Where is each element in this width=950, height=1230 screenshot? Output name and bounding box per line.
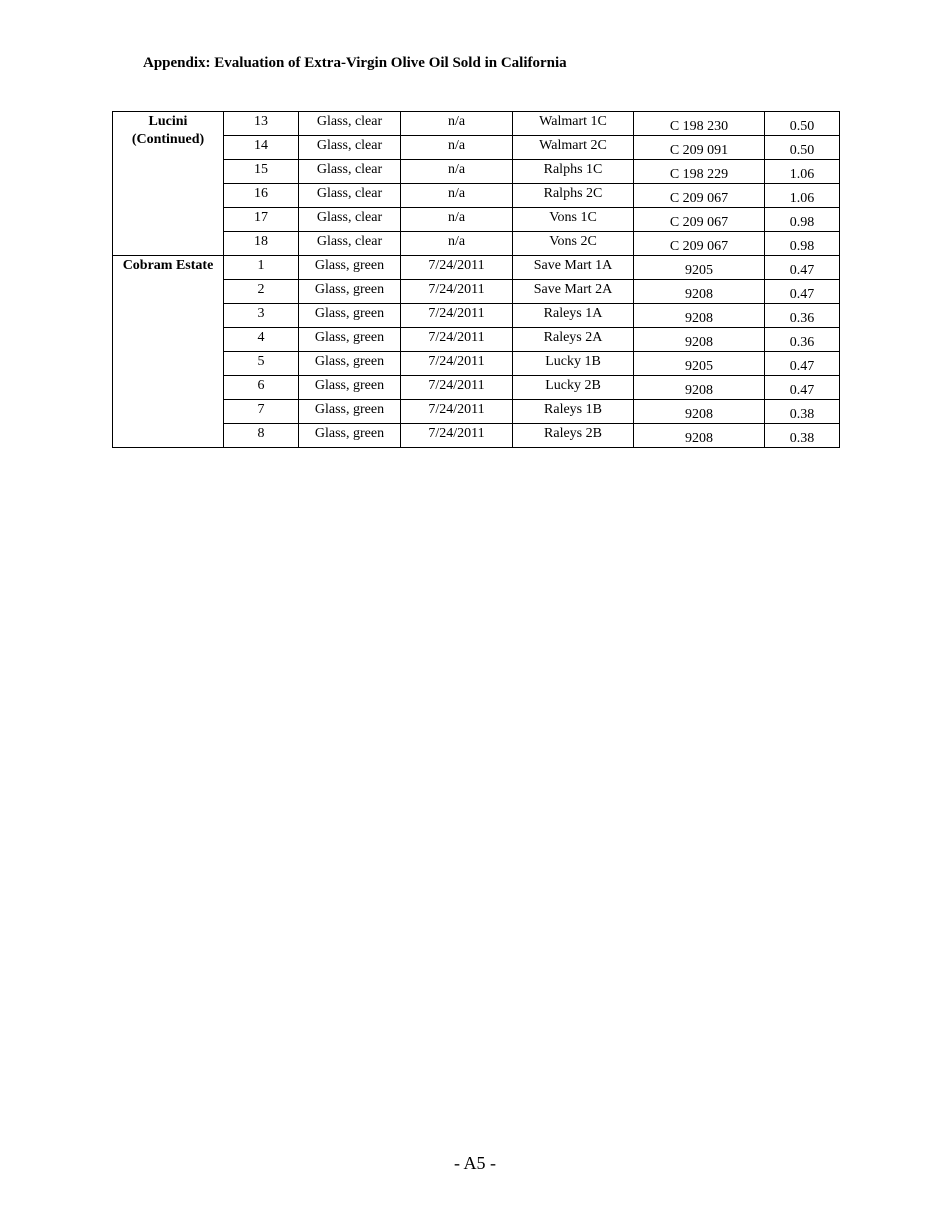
lot-code-cell: 9205 [634,256,765,280]
value-cell: 0.50 [765,136,840,160]
table-row [113,256,840,280]
lot-code-cell: 9208 [634,328,765,352]
container-cell: Glass, clear [299,160,401,184]
sample-number-cell: 2 [224,280,299,304]
date-cell: 7/24/2011 [401,256,513,280]
container-cell: Glass, green [299,328,401,352]
date-cell: n/a [401,136,513,160]
store-cell: Ralphs 2C [513,184,634,208]
date-cell: n/a [401,208,513,232]
sample-number-cell: 13 [224,112,299,136]
value-cell: 0.38 [765,424,840,448]
lot-code-cell: 9208 [634,304,765,328]
date-cell: 7/24/2011 [401,304,513,328]
sample-number-cell: 5 [224,352,299,376]
lot-code-cell: 9208 [634,280,765,304]
value-cell: 0.47 [765,376,840,400]
value-cell: 0.36 [765,328,840,352]
store-cell: Raleys 1A [513,304,634,328]
store-cell: Raleys 1B [513,400,634,424]
store-cell: Raleys 2B [513,424,634,448]
date-cell: 7/24/2011 [401,328,513,352]
value-cell: 0.98 [765,208,840,232]
value-cell: 1.06 [765,184,840,208]
container-cell: Glass, green [299,376,401,400]
lot-code-cell: C 198 229 [634,160,765,184]
page-number: - A5 - [454,1153,496,1173]
date-cell: 7/24/2011 [401,376,513,400]
container-cell: Glass, clear [299,136,401,160]
value-cell: 0.98 [765,232,840,256]
table-body [113,112,840,448]
date-cell: n/a [401,112,513,136]
sample-number-cell: 1 [224,256,299,280]
sample-number-cell: 18 [224,232,299,256]
lot-code-cell: C 209 067 [634,208,765,232]
value-cell: 0.47 [765,280,840,304]
sample-number-cell: 16 [224,184,299,208]
store-cell: Walmart 1C [513,112,634,136]
brand-cell: Cobram Estate [113,256,224,448]
lot-code-cell: C 198 230 [634,112,765,136]
sample-number-cell: 7 [224,400,299,424]
value-cell: 0.47 [765,256,840,280]
store-cell: Save Mart 2A [513,280,634,304]
container-cell: Glass, green [299,304,401,328]
store-cell: Vons 1C [513,208,634,232]
container-cell: Glass, clear [299,208,401,232]
lot-code-cell: 9208 [634,400,765,424]
sample-number-cell: 8 [224,424,299,448]
container-cell: Glass, clear [299,112,401,136]
store-cell: Lucky 1B [513,352,634,376]
sample-number-cell: 3 [224,304,299,328]
sample-number-cell: 4 [224,328,299,352]
olive-oil-table [112,111,840,448]
lot-code-cell: 9205 [634,352,765,376]
value-cell: 0.38 [765,400,840,424]
lot-code-cell: 9208 [634,376,765,400]
store-cell: Ralphs 1C [513,160,634,184]
date-cell: 7/24/2011 [401,400,513,424]
page-title: Appendix: Evaluation of Extra-Virgin Olive Oil Sold in California [143,55,567,71]
brand-cell: Lucini (Continued) [113,112,224,256]
store-cell: Raleys 2A [513,328,634,352]
date-cell: 7/24/2011 [401,352,513,376]
sample-number-cell: 6 [224,376,299,400]
store-cell: Vons 2C [513,232,634,256]
value-cell: 0.36 [765,304,840,328]
date-cell: 7/24/2011 [401,424,513,448]
container-cell: Glass, green [299,352,401,376]
date-cell: n/a [401,160,513,184]
lot-code-cell: C 209 067 [634,184,765,208]
sample-number-cell: 14 [224,136,299,160]
container-cell: Glass, clear [299,232,401,256]
container-cell: Glass, green [299,424,401,448]
date-cell: n/a [401,184,513,208]
lot-code-cell: C 209 067 [634,232,765,256]
table-row [113,112,840,136]
store-cell: Save Mart 1A [513,256,634,280]
lot-code-cell: C 209 091 [634,136,765,160]
container-cell: Glass, clear [299,184,401,208]
value-cell: 1.06 [765,160,840,184]
date-cell: 7/24/2011 [401,280,513,304]
value-cell: 0.50 [765,112,840,136]
container-cell: Glass, green [299,400,401,424]
container-cell: Glass, green [299,280,401,304]
store-cell: Walmart 2C [513,136,634,160]
value-cell: 0.47 [765,352,840,376]
container-cell: Glass, green [299,256,401,280]
date-cell: n/a [401,232,513,256]
lot-code-cell: 9208 [634,424,765,448]
sample-number-cell: 17 [224,208,299,232]
sample-number-cell: 15 [224,160,299,184]
store-cell: Lucky 2B [513,376,634,400]
